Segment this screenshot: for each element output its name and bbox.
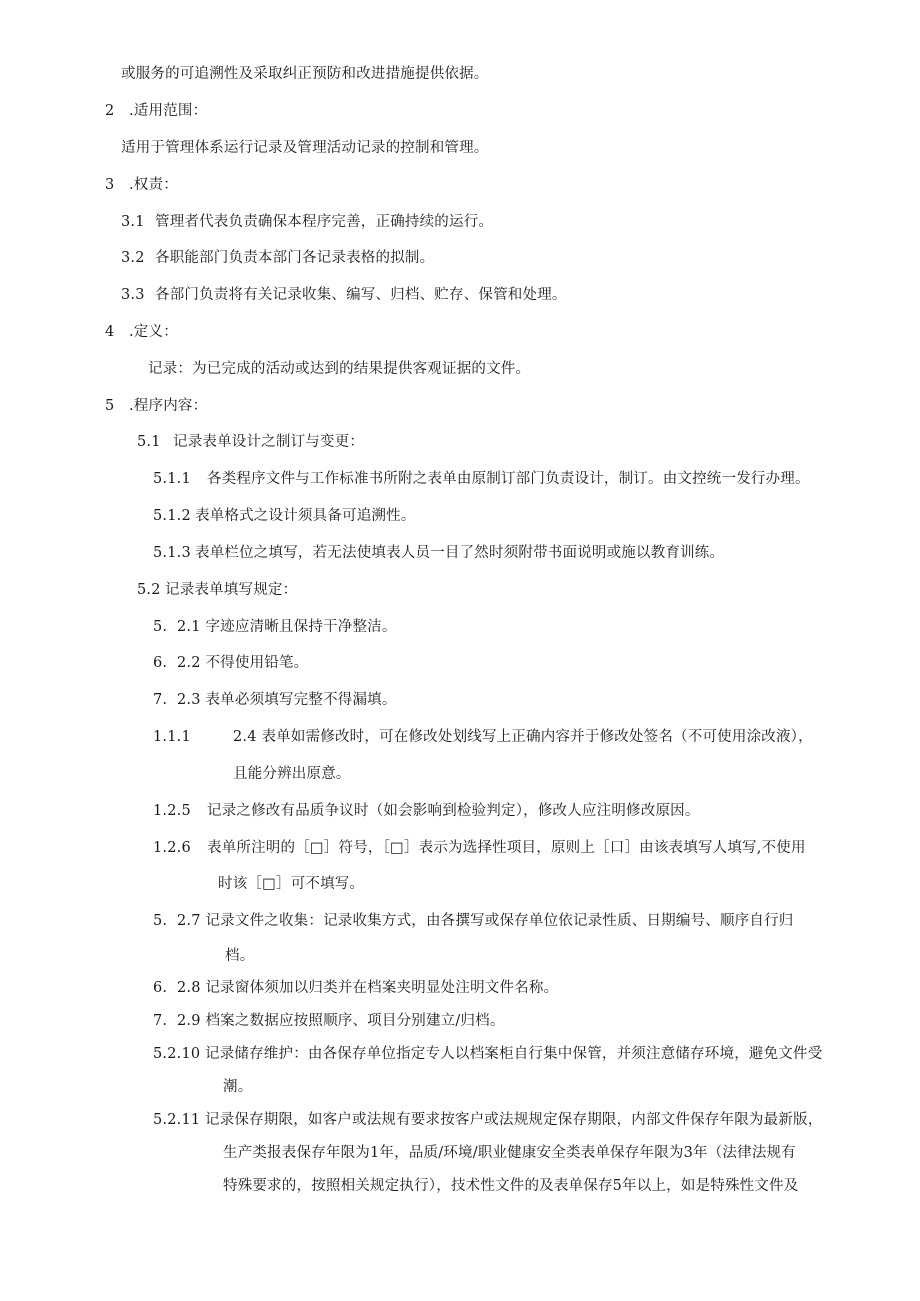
clause-5-2-10-continuation: 潮。 bbox=[223, 1079, 253, 1095]
clause-5-1: 5.1 记录表单设计之制订与变更： bbox=[137, 434, 365, 450]
clause-5-2-11: 5.2.11 记录保存期限，如客户或法规有要求按客户或法规规定保存期限，内部文件保存年限为最新版， bbox=[153, 1112, 823, 1128]
clause-5-2-2: 6. 2.2 不得使用铅笔。 bbox=[153, 655, 309, 671]
clause-5-2-7: 5. 2.7 记录文件之收集：记录收集方式，由各撰写或保存单位依记录性质、日期编号、顺序自行归 bbox=[153, 913, 794, 929]
section-heading-responsibility: 3 .权责： bbox=[105, 177, 178, 193]
clause-5-2-4: 1.1.1 2.4 表单如需修改时，可在修改处划线写上正确内容并于修改处签名（不可使用涂改液）， bbox=[153, 729, 813, 745]
clause-5-2-11-continuation: 特殊要求的，按照相关规定执行），技术性文件的及表单保存5年以上，如是特殊性文件及 bbox=[223, 1178, 799, 1194]
clause-5-1-2: 5.1.2 表单格式之设计须具备可追溯性。 bbox=[153, 508, 416, 524]
clause-5-2-9: 7. 2.9 档案之数据应按照顺序、项目分别建立/归档。 bbox=[153, 1013, 505, 1029]
clause-5-2-7-continuation: 档。 bbox=[225, 948, 255, 964]
clause-3-2: 3.2 各职能部门负责本部门各记录表格的拟制。 bbox=[121, 250, 435, 266]
section-heading-definition: 4 .定义： bbox=[105, 324, 178, 340]
clause-5-2-6-continuation: 时该［□］可不填写。 bbox=[218, 876, 365, 892]
clause-5-2-6: 1.2.6 表单所注明的［□］符号，［□］表示为选择性项目，原则上［口］由该表填写人填写,不使用 bbox=[153, 840, 806, 856]
clause-5-2-5: 1.2.5 记录之修改有品质争议时（如会影响到检验判定），修改人应注明修改原因。 bbox=[153, 803, 700, 819]
clause-5-2: 5.2 记录表单填写规定： bbox=[137, 582, 298, 598]
clause-3-1: 3.1 管理者代表负责确保本程序完善，正确持续的运行。 bbox=[121, 214, 494, 230]
clause-5-2-1: 5. 2.1 字迹应清晰且保持干净整洁。 bbox=[153, 619, 397, 635]
paragraph-line: 适用于管理体系运行记录及管理活动记录的控制和管理。 bbox=[121, 140, 489, 156]
clause-5-2-3: 7. 2.3 表单必须填写完整不得漏填。 bbox=[153, 692, 397, 708]
clause-3-3: 3.3 各部门负责将有关记录收集、编写、归档、贮存、保管和处理。 bbox=[121, 287, 567, 303]
paragraph-line: 或服务的可追溯性及采取纠正预防和改进措施提供依据。 bbox=[121, 66, 489, 82]
clause-5-2-8: 6. 2.8 记录窗体须加以归类并在档案夹明显处注明文件名称。 bbox=[153, 980, 559, 996]
clause-5-1-3: 5.1.3 表单栏位之填写，若无法使填表人员一目了然时须附带书面说明或施以教育训练。 bbox=[153, 545, 725, 561]
clause-5-1-1: 5.1.1 各类程序文件与工作标准书所附之表单由原制订部门负责设计，制订。由文控统一发行办理。 bbox=[153, 471, 810, 487]
clause-5-2-11-continuation: 生产类报表保存年限为1年，品质/环境/职业健康安全类表单保存年限为3年（法律法规有 bbox=[223, 1145, 796, 1161]
clause-5-2-4-continuation: 且能分辨出原意。 bbox=[233, 766, 351, 782]
definition-line: 记录：为已完成的活动或达到的结果提供客观证据的文件。 bbox=[148, 361, 531, 377]
section-heading-procedure: 5 .程序内容： bbox=[105, 398, 208, 414]
clause-5-2-10: 5.2.10 记录储存维护：由各保存单位指定专人以档案柜自行集中保管，并须注意储存环境，避免文件受 bbox=[153, 1046, 823, 1062]
section-heading-scope: 2 .适用范围： bbox=[105, 103, 208, 119]
